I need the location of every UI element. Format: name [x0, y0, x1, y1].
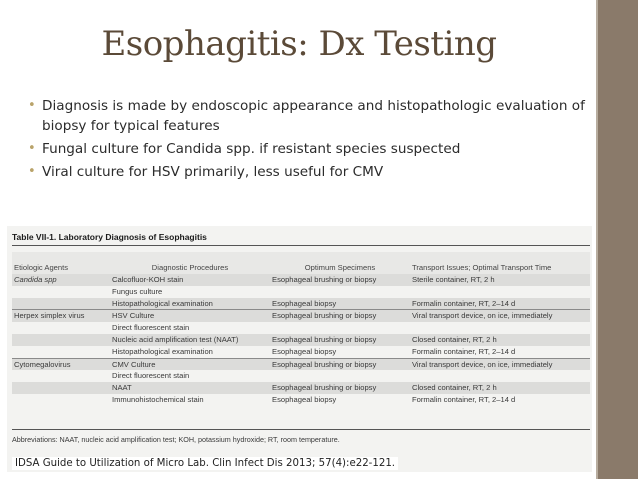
table-cell: Esophageal biopsy — [270, 298, 410, 310]
table-cell: Viral transport device, on ice, immediately — [410, 310, 590, 322]
column-header: Optimum Specimens — [304, 262, 376, 272]
column-header: Diagnostic Procedures — [151, 262, 229, 272]
table-cell — [12, 394, 110, 406]
table-cell — [270, 286, 410, 298]
table-row — [12, 382, 590, 394]
bullet-item — [28, 162, 588, 182]
bullet-item — [28, 139, 588, 159]
table-row — [12, 286, 590, 298]
bullet-dot-icon: • — [28, 141, 36, 156]
table-row — [12, 310, 590, 322]
table-cell: Viral transport device, on ice, immediately — [410, 358, 590, 370]
table-title: Table VII-1. Laboratory Diagnosis of Esophagitis — [12, 232, 207, 242]
bullet-text: Fungal culture for Candida spp. if resistant species suspected — [42, 141, 461, 157]
table-cell: Histopathological examination — [110, 298, 270, 310]
table-cell — [12, 322, 110, 334]
table-cell — [12, 382, 110, 394]
table-cell — [12, 298, 110, 310]
table-cell: Calcofluor-KOH stain — [110, 274, 270, 286]
table-cell: NAAT — [110, 382, 270, 394]
table-cell: Cytomegalovirus — [12, 358, 110, 370]
bullet-list — [28, 96, 588, 185]
table-row — [12, 274, 590, 286]
table-header-row — [12, 260, 590, 274]
table-row — [12, 370, 590, 382]
table-cell — [410, 322, 590, 334]
table-cell: Esophageal brushing or biopsy — [270, 334, 410, 346]
table-cell: Closed container, RT, 2 h — [410, 382, 590, 394]
table-cell: Formalin container, RT, 2–14 d — [410, 298, 590, 310]
bullet-item — [28, 96, 588, 136]
table-cell: Immunohistochemical stain — [112, 394, 204, 404]
table-cell: CMV Culture — [110, 358, 270, 370]
table-cell — [270, 370, 410, 382]
citation: IDSA Guide to Utilization of Micro Lab. Clin Infect Dis 2013; 57(4):e22-121. — [12, 457, 398, 470]
bullet-text: Diagnosis is made by endoscopic appearance and histopathologic evaluation of biopsy for typical features — [42, 98, 585, 134]
bullet-dot-icon: • — [28, 164, 36, 179]
table-cell: Esophageal brushing or biopsy — [270, 358, 410, 370]
table-cell: Formalin container, RT, 2–14 d — [410, 346, 590, 358]
table-row — [12, 358, 590, 370]
table-abbreviations: Abbreviations: NAAT, nucleic acid amplification test; KOH, potassium hydroxide; RT, room temperature. — [12, 435, 340, 444]
table-row — [12, 298, 590, 310]
bullet-text: Viral culture for HSV primarily, less useful for CMV — [42, 164, 384, 180]
column-header: Transport Issues; Optimal Transport Time — [412, 262, 552, 272]
table-cell: Esophageal brushing or biopsy — [270, 382, 410, 394]
table-cell: Esophageal brushing or biopsy — [270, 310, 410, 322]
column-header: Etiologic Agents — [14, 262, 69, 272]
lab-diagnosis-table-image — [7, 226, 592, 472]
table-cell: Nucleic acid amplification test (NAAT) — [110, 334, 270, 346]
table-cell — [12, 370, 110, 382]
lab-diagnosis-table — [12, 260, 590, 406]
table-cell: Sterile container, RT, 2 h — [410, 274, 590, 286]
table-cell: Direct fluorescent stain — [112, 323, 190, 333]
table-cell: Esophageal brushing or biopsy — [270, 274, 410, 286]
table-cell — [12, 334, 110, 346]
table-row — [12, 322, 590, 334]
table-row — [12, 346, 590, 358]
table-top-rule — [12, 245, 590, 246]
table-cell: Fungus culture — [112, 286, 163, 296]
table-cell: Herpex simplex virus — [12, 310, 110, 322]
table-cell: Esophageal biopsy — [270, 346, 410, 358]
slide-title: Esophagitis: Dx Testing — [101, 24, 497, 64]
table-cell — [410, 370, 590, 382]
table-cell — [12, 346, 110, 358]
table-row — [12, 394, 590, 406]
bullet-dot-icon: • — [28, 98, 36, 113]
table-row — [12, 334, 590, 346]
table-cell: Formalin container, RT, 2–14 d — [412, 394, 516, 404]
accent-bar — [598, 0, 638, 479]
table-cell: Candida spp — [12, 274, 110, 286]
table-cell: Direct fluorescent stain — [112, 371, 190, 381]
table-cell — [12, 286, 110, 298]
table-cell: HSV Culture — [110, 310, 270, 322]
table-cell: Histopathological examination — [110, 346, 270, 358]
table-cell: Esophageal biopsy — [272, 394, 337, 404]
table-bottom-rule — [12, 429, 590, 430]
table-cell — [270, 322, 410, 334]
table-cell: Closed container, RT, 2 h — [410, 334, 590, 346]
table-cell — [410, 286, 590, 298]
